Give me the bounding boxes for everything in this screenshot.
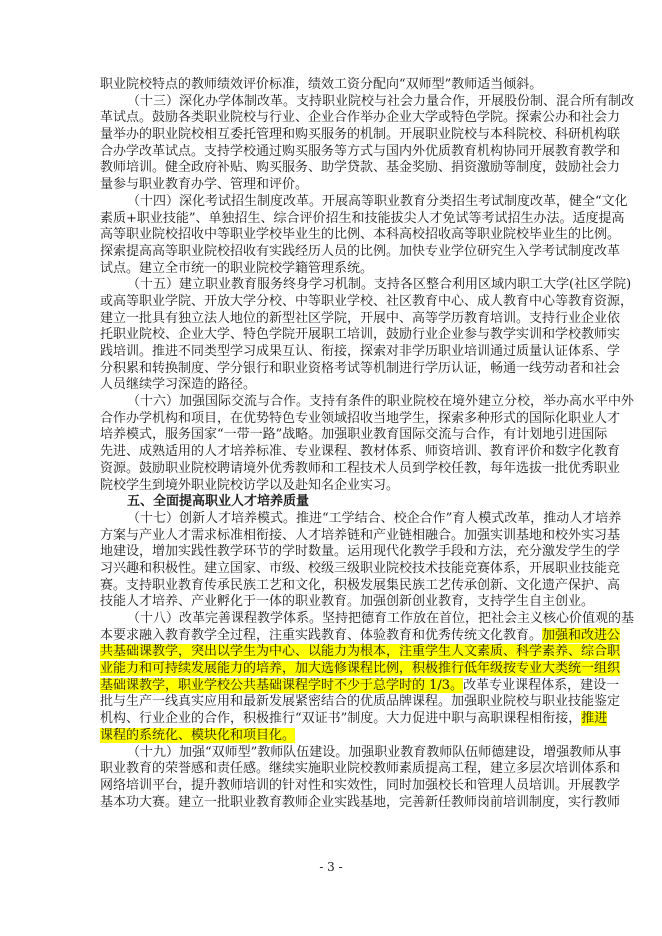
text-segment: （十四）深化考试招生制度改革。开展高等职业教育分类招生考试制度改革，健全“文化 [127, 193, 628, 209]
text-line [100, 177, 565, 194]
text-segment: 量举办的职业院校相互委托管理和购买服务的机制。开展职业院校与本科院校、科研机构联 [100, 127, 621, 143]
text-segment: 践培训。推进不同类型学习成果互认、衔接，探索对非学历职业培训通过质量认证体系、学 [100, 344, 621, 359]
highlighted-text: 业能力和可持续发展能力的培养，加大选修课程比例，积极推行低年级按专业大类统一组织 [100, 661, 621, 677]
text-line [100, 577, 621, 595]
text-segment: 基本功大赛。建立一批职业教育教师企业实践基地，完善新任教师岗前培训制度，实行教师 [100, 794, 621, 810]
text-line [100, 544, 621, 561]
document-body [100, 77, 635, 811]
text-line [100, 761, 621, 778]
text-line [100, 594, 595, 611]
highlighted-text: 加强和改进公 [542, 627, 621, 643]
text-segment: 或高等职业学院、开放大学分校、中等职业学校、社区教育中心、成人教育中心等教育资源， [100, 293, 634, 309]
text-segment: 试点。建立全市统一的职业院校学籍管理系统。 [100, 260, 374, 276]
paragraph [100, 277, 634, 394]
text-line [100, 478, 565, 495]
text-segment: （十七）创新人才培养模式。推进“工学结合、校企合作”育人模式改革，推动人才培养 [127, 510, 622, 526]
paragraph [100, 93, 635, 194]
text-segment: （十八）改革完善课程教学体系。坚持把德育工作放在首位，把社会主义核心价值观的基 [127, 611, 635, 626]
text-segment: 职业院校特点的教师绩效评价标准，绩效工资分配向“双师型”教师适当倾斜。 [100, 77, 543, 92]
highlighted-text: 基础课教学，职业学校公共基础课程学时不少于总学时的 1/3。 [100, 677, 464, 693]
highlighted-text: 推进 [581, 711, 608, 727]
text-segment: 习兴趣和积极性。建立国家、市级、校级三级职业院校技术技能竞赛体系，开展职业技能竞 [100, 560, 621, 576]
text-line [100, 444, 621, 461]
text-segment: 托职业院校、企业大学、特色学院开展职工培训，鼓励行业企业参与教学实训和学校教师实 [100, 327, 621, 343]
text-line [100, 210, 625, 228]
text-segment: 本要求融入教育教学全过程，注重实践教育、体验教育和优秀传统文化教育。 [100, 627, 543, 643]
text-line [100, 711, 608, 728]
text-line [100, 611, 635, 628]
text-line [100, 77, 565, 94]
text-line [100, 93, 635, 111]
text-line [100, 261, 565, 278]
text-segment: 职业教育的荣誉感和责任感。继续实施职业院校教师素质提高工程，建立多层次培训体系和 [100, 761, 621, 777]
text-line [100, 377, 565, 394]
text-line [100, 127, 621, 144]
text-segment: 合办学改革试点。支持学校通过购买服务等方式与国内外优质教育机构协同开展教育教学和 [100, 143, 621, 159]
text-segment: 分积累和转换制度、学分银行和职业资格考试等机制进行学历认证，畅通一线劳动者和社会 [100, 360, 621, 376]
paragraph [100, 510, 622, 611]
text-line [100, 460, 621, 478]
text-segment: 高等职业院校招收中等职业学校毕业生的比例、本科高校招收高等职业院校毕业生的比例。 [100, 227, 621, 243]
text-segment: 五、全面提高职业人才培养质量 [127, 494, 310, 510]
text-segment: 先进、成熟适用的人才培养标准、专业课程、教材体系、师资培训、教育评价和数字化教育 [100, 444, 621, 460]
text-line [100, 110, 621, 127]
text-line [100, 327, 621, 344]
text-segment: 建立一批具有独立法人地位的新型社区学院，开展中、高等学历教育培训。支持行业企业依 [100, 310, 621, 326]
text-segment: （十九）加强“双师型”教师队伍建设。加强职业教育教师队伍师德建设，增强教师从事 [127, 744, 622, 760]
text-segment: 机构、行业企业的合作，积极推行“双证书”制度。大力促进中职与高职课程相衔接， [100, 711, 582, 727]
highlighted-text: 课程的系统化、模块化和项目化。 [100, 727, 296, 743]
text-line [100, 344, 621, 361]
text-segment: 地建设，增加实践性教学环节的学时数量。运用现代化教学手段和方法，充分激发学生的学 [100, 544, 621, 560]
text-segment: 人员继续学习深造的路径。 [100, 377, 257, 393]
paragraph [100, 193, 628, 277]
text-line [100, 777, 621, 795]
text-line [100, 728, 565, 745]
text-segment: 改革专业课程体系，建设一 [463, 677, 620, 693]
highlighted-text: 共基础课教学，突出以学生为中心、以能力为根本，注重学生人文素质、科学素养、综合职 [100, 644, 621, 660]
text-line [100, 661, 621, 678]
text-segment: 量参与职业教育办学、管理和评价。 [100, 177, 309, 193]
text-line [100, 627, 621, 645]
text-segment: 素质+职业技能”、单独招生、综合评价招生和技能拔尖人才免试等考试招生办法。适度提高 [100, 210, 625, 226]
text-line [100, 410, 621, 428]
text-line [100, 143, 621, 161]
text-line [100, 794, 621, 812]
paragraph [100, 744, 622, 812]
text-line [100, 310, 621, 328]
text-line [100, 427, 608, 444]
text-line [100, 394, 635, 411]
text-line [100, 510, 622, 528]
text-line [100, 193, 628, 211]
text-line [100, 527, 621, 545]
text-segment: （十三）深化办学体制改革。支持职业院校与社会力量合作，开展股份制、混合所有制改 [127, 93, 635, 109]
paragraph [100, 611, 635, 745]
text-segment: 资源。鼓励职业院校聘请境外优秀教师和工程技术人员到学校任教，每年选拔一批优秀职业 [100, 460, 621, 476]
text-segment: 探索提高高等职业院校招收有实践经历人员的比例。加快专业学位研究生入学考试制度改革 [100, 243, 621, 259]
text-segment: 赛。支持职业教育传承民族工艺和文化，积极发展集民族工艺传承创新、文化遗产保护、高 [100, 577, 621, 593]
text-segment: 教师培训。健全政府补贴、购买服务、助学贷款、基金奖励、捐资激励等制度，鼓励社会力 [100, 160, 621, 176]
text-line [100, 694, 621, 711]
text-segment: （十五）建立职业教育服务终身学习机制。支持各区整合利用区域内职工大学(社区学院) [127, 277, 632, 293]
text-segment: 院校学生到境外职业院校访学以及赴知名企业实习。 [100, 477, 400, 493]
text-segment: 网络培训平台，提升教师培训的针对性和实效性，同时加强校长和管理人员培训。开展教学 [100, 777, 621, 793]
text-segment: 技能人才培养、产业孵化于一体的职业教育。加强创新创业教育，支持学生自主创业。 [100, 594, 595, 610]
text-line [100, 243, 621, 261]
text-line [100, 494, 565, 511]
text-segment: 合作办学机构和项目，在优势特色专业领域招收当地学生，探索多种形式的国际化职业人才 [100, 410, 621, 426]
text-segment: （十六）加强国际交流与合作。支持有条件的职业院校在境外建立分校，举办高水平中外 [127, 394, 635, 410]
text-segment: 批与生产一线真实应用和最新发展紧密结合的优质品牌课程。加强职业院校与职业技能鉴定 [100, 694, 621, 710]
text-line [100, 360, 621, 378]
text-line [100, 227, 621, 244]
text-line [100, 744, 622, 762]
paragraph [100, 394, 635, 494]
text-segment: 培养模式，服务国家“一带一路”战略。加强职业教育国际交流与合作，有计划地引进国际 [100, 427, 608, 443]
text-segment: 革试点。鼓励各类职业院校与行业、企业合作举办企业大学或特色学院。探索公办和社会力 [100, 110, 621, 126]
paragraph [100, 77, 565, 94]
page-number: - 3 - [319, 860, 343, 874]
section-heading [100, 494, 565, 511]
text-line [100, 293, 634, 311]
text-segment: 方案与产业人才需求标准相衔接、人才培养链和产业链相融合。加强实训基地和校外实习基 [100, 527, 621, 543]
text-line [100, 560, 621, 578]
text-line [100, 160, 621, 177]
text-line [100, 277, 632, 294]
text-line [100, 644, 621, 661]
text-line [100, 677, 620, 695]
